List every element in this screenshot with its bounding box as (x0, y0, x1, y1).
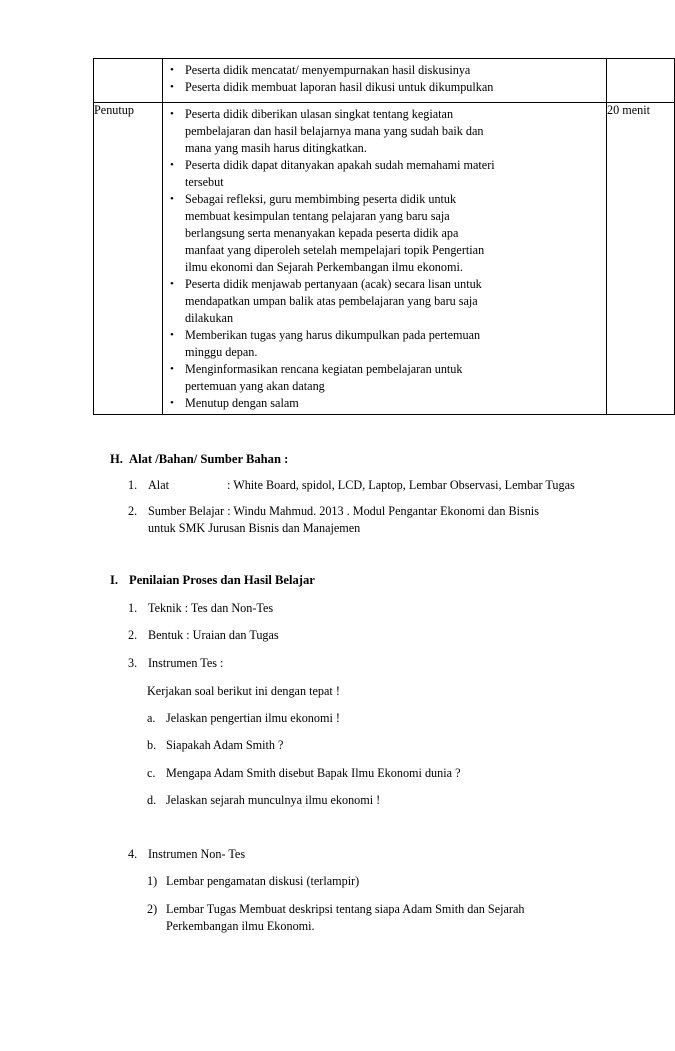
list-item: 4. Instrumen Non- Tes (128, 847, 246, 861)
question-item: c. Mengapa Adam Smith disebut Bapak Ilmu Ekonomi dunia ? (147, 766, 461, 780)
phase-cell (94, 59, 163, 103)
question-item: d. Jelaskan sejarah munculnya ilmu ekonomi ! (147, 793, 381, 807)
list-item: • Menutup dengan salam (170, 396, 299, 410)
time-cell (607, 59, 675, 103)
list-item: • Menginformasikan rencana kegiatan pembelajaran untuk pertemuan yang akan datang (170, 362, 463, 393)
list-item: 1. Alat : White Board, spidol, LCD, Laptop, Lembar Observasi, Lembar Tugas (128, 478, 575, 492)
list-item: • Peserta didik diberikan ulasan singkat tentang kegiatan pembelajaran dan hasil belajarnya mana yang sudah baik dan mana yang masih harus ditingkatkan. (170, 107, 484, 155)
list-item: • Memberikan tugas yang harus dikumpulkan pada pertemuan minggu depan. (170, 328, 481, 359)
list-item: • Sebagai refleksi, guru membimbing peserta didik untuk membuat kesimpulan tentang pelajaran yang baru saja berlangsung serta menanyakan kepada peserta didik apa manfaat yang diperoleh setelah mempelajari topik Pengertian ilmu ekonomi dan Sejarah Perkembangan ilmu ekonomi. (170, 192, 485, 274)
section-heading-i: I. Penilaian Proses dan Hasil Belajar (110, 573, 315, 587)
list-item: • Peserta didik membuat laporan hasil dikusi untuk dikumpulkan (170, 80, 494, 94)
list-item: • Peserta didik menjawab pertanyaan (acak) secara lisan untuk mendapatkan umpan balik atas pembelajaran yang baru saja dilakukan (170, 277, 482, 325)
question-item: a. Jelaskan pengertian ilmu ekonomi ! (147, 711, 340, 725)
list-item: 3. Instrumen Tes : (128, 656, 224, 670)
time-cell: 20 menit (607, 103, 675, 415)
nontes-item: 2) Lembar Tugas Membuat deskripsi tentang siapa Adam Smith dan Sejarah Perkembangan ilmu Ekonomi. (147, 902, 525, 933)
list-item: • Peserta didik dapat ditanyakan apakah sudah memahami materi tersebut (170, 158, 495, 189)
table-row (94, 103, 675, 415)
table-row (94, 59, 675, 103)
activity-table (93, 58, 675, 415)
instruction-text: Kerjakan soal berikut ini dengan tepat ! (147, 684, 340, 698)
activity-cell (163, 59, 607, 103)
nontes-item: 1) Lembar pengamatan diskusi (terlampir) (147, 874, 360, 888)
list-item: • Peserta didik mencatat/ menyempurnakan hasil diskusinya (170, 63, 471, 77)
list-item: 1. Teknik : Tes dan Non-Tes (128, 601, 274, 615)
question-item: b. Siapakah Adam Smith ? (147, 738, 284, 752)
list-item: 2. Sumber Belajar : Windu Mahmud. 2013 . Modul Pengantar Ekonomi dan Bisnis untuk SMK Jurusan Bisnis dan Manajemen (128, 504, 539, 535)
phase-cell: Penutup (94, 103, 163, 415)
list-item: 2. Bentuk : Uraian dan Tugas (128, 628, 279, 642)
section-heading-h: H. Alat /Bahan/ Sumber Bahan : (110, 452, 289, 466)
activity-cell (163, 103, 607, 415)
